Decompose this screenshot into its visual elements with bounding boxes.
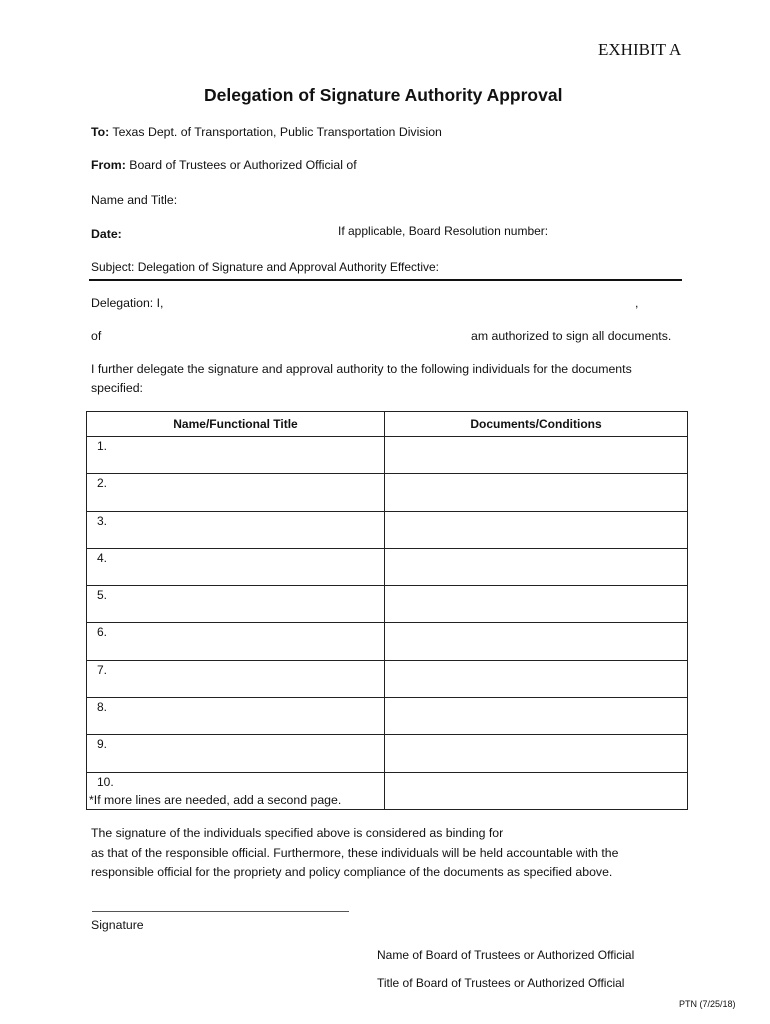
delegation-label: Delegation: I, [91,296,164,310]
name-cell[interactable]: 6. [87,623,385,660]
signature-line[interactable] [92,911,349,912]
documents-cell[interactable] [385,437,688,474]
table-row [87,437,688,474]
table-row [87,660,688,697]
name-cell[interactable]: 9. [87,735,385,772]
documents-cell[interactable] [385,511,688,548]
table-header-row [87,412,688,437]
documents-cell[interactable] [385,660,688,697]
more-lines-note: *If more lines are needed, add a second page. [89,793,342,807]
official-title-label: Title of Board of Trustees or Authorized Official [377,976,625,990]
from-label: From: [91,158,126,172]
name-cell[interactable]: 3. [87,511,385,548]
of-label: of [91,329,102,343]
binding-line-3: responsible official for the propriety and policy compliance of the documents as specified above. [91,865,613,879]
column-header-name: Name/Functional Title [87,412,385,437]
table-row [87,735,688,772]
signature-label: Signature [91,918,144,932]
name-cell[interactable]: 5. [87,586,385,623]
documents-cell[interactable] [385,623,688,660]
table-row [87,586,688,623]
further-delegate-line-2: specified: [91,381,143,395]
name-cell[interactable]: 7. [87,660,385,697]
table-row [87,511,688,548]
exhibit-label: EXHIBIT A [598,40,682,59]
table-row [87,548,688,585]
name-title-field-label: Name and Title: [91,193,178,207]
name-cell[interactable]: 4. [87,548,385,585]
name-cell[interactable]: 10. [87,772,385,809]
subject-divider [89,279,682,281]
from-line [91,158,357,172]
from-value: Board of Trustees or Authorized Official of [129,158,357,172]
documents-cell[interactable] [385,474,688,511]
column-header-documents: Documents/Conditions [385,412,688,437]
date-field-label: Date: [91,227,122,241]
name-cell[interactable]: 8. [87,698,385,735]
table-row [87,474,688,511]
name-cell[interactable]: 1. [87,437,385,474]
table-row [87,623,688,660]
form-id: PTN (7/25/18) [679,999,736,1009]
documents-cell[interactable] [385,698,688,735]
name-cell[interactable]: 2. [87,474,385,511]
subject-line: Subject: Delegation of Signature and Approval Authority Effective: [91,260,439,274]
authorized-statement: am authorized to sign all documents. [471,329,672,343]
documents-cell[interactable] [385,586,688,623]
page-title: Delegation of Signature Authority Approval [204,85,563,105]
documents-cell[interactable] [385,735,688,772]
binding-line-2: as that of the responsible official. Furthermore, these individuals will be held accountable with the [91,846,619,860]
to-line [91,125,442,139]
documents-cell[interactable] [385,548,688,585]
to-value: Texas Dept. of Transportation, Public Transportation Division [112,125,442,139]
binding-line-1: The signature of the individuals specified above is considered as binding for [91,826,504,840]
board-resolution-label: If applicable, Board Resolution number: [338,224,549,238]
official-name-label: Name of Board of Trustees or Authorized Official [377,948,635,962]
table-row [87,698,688,735]
delegation-table [86,411,688,810]
delegation-comma: , [635,296,639,310]
documents-cell[interactable] [385,772,688,809]
further-delegate-line-1: I further delegate the signature and approval authority to the following individuals for the documents [91,362,632,376]
to-label: To: [91,125,110,139]
